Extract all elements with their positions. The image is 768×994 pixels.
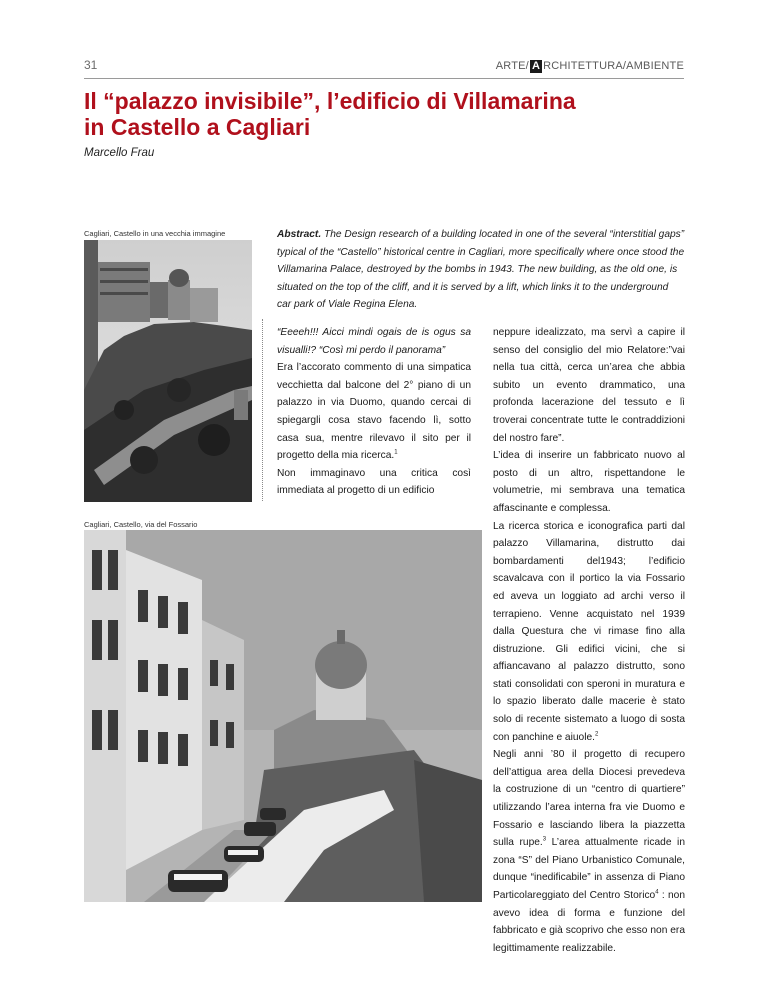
footnote-ref: 2 (594, 731, 599, 738)
section-label-post: RCHITETTURA/AMBIENTE (543, 60, 684, 72)
opening-quote: “Eeeeh!!! Aicci mindi ogais de is ogus sa visualli!? “Così mi perdo il panorama” (277, 327, 471, 356)
column-divider (262, 319, 263, 501)
section-label-boxed-letter: A (531, 60, 541, 72)
title-line-2: in Castello a Cagliari (84, 114, 311, 140)
figure-2-caption: Cagliari, Castello, via del Fossario (84, 520, 198, 529)
author-name: Marcello Frau (84, 147, 155, 159)
photo-old-castello (84, 240, 252, 502)
body-paragraph: neppure idealizzato, ma servì a capire il senso del consiglio del mio Relatore:”vai nella tua città, cerca un’area che abbia subito un evento drammatico, una profonda lacerazione del tessuto e lì troverai concentrate tutte le contraddizioni del nostro fare”. (493, 327, 685, 444)
section-label-pre: ARTE/ (495, 60, 529, 72)
body-paragraph: L’idea di inserire un fabbricato nuovo al posto di un altro, rispettandone le volumetrie, mi sembrava una tematica affascinante e complessa. (493, 450, 685, 514)
page-number: 31 (84, 58, 98, 72)
photo-via-del-fossario (84, 530, 482, 902)
body-paragraph: Negli anni ’80 il progetto di recupero dell’attigua area della Diocesi prevedeva la costruzione di un “centro di quartiere” utilizzando l’area interna fra vie Duomo e Fossario e lasciando libera la piazzetta sulla rupe.$^3$ L’area attualmente ricade in zona “S” del Piano Urbanistico Comunale, dunque “inedificabile” in assenza di Piano Particolareggiato del Centro Storico$^4$ : non avevo idea di forma e funzione del fabbricato e già scoprivo che esso non era legittimamente realizzabile. (493, 749, 685, 954)
body-column-2 (493, 324, 685, 957)
body-paragraph: La ricerca storica e iconografica parti dal palazzo Villamarina, distrutto dai bombardamenti del1943; l’edificio scavalcava con il portico la via Fossario ed aveva un loggiato ad archi verso il terrapieno. Venne acquistato nel 1939 dalla Questura che vi rimase fino alla distruzione. Gli edifici vicini, che si affiancavano al palazzo distrutto, sono stati consolidati con speroni in muratura e lo spazio liberato dalle macerie è stato solo di recente sistemato a luogo di sosta con panchine e aiuole.$^2$ (493, 520, 685, 743)
section-label (496, 60, 684, 73)
abstract-text: The Design research of a building located in one of the several “interstitial gaps” typical of the “Castello” historical centre in Cagliari, more specifically where once stood the Villamarina Palace, destroyed by the bombs in 1943. The new building, as the old one, is situated on the top of the cliff, and it is served by a lift, which links it to the underground car park of Viale Regina Elena. (277, 229, 685, 310)
header-rule (84, 78, 684, 79)
article-title (84, 88, 704, 140)
footnote-ref: 3 (542, 836, 547, 843)
body-paragraph: Era l’accorato commento di una simpatica vecchietta dal balcone del 2° piano di un palazzo in via Duomo, quando cercai di spiegargli cosa stavo facendo lì, sotto casa sua, mentre rilevavo il sito per il progetto della mia ricerca.$^1$ (277, 362, 471, 462)
abstract (277, 226, 685, 314)
title-line-1: Il “palazzo invisibile”, l’edificio di Villamarina (84, 88, 576, 114)
body-paragraph: Non immaginavo una critica così immediata al progetto di un edificio (277, 467, 471, 497)
footnote-ref: 4 (655, 889, 659, 896)
abstract-lead: Abstract. (277, 229, 322, 240)
footnote-ref: 1 (394, 449, 398, 456)
body-column-1 (277, 324, 471, 500)
figure-1-caption: Cagliari, Castello in una vecchia immagine (84, 229, 226, 238)
